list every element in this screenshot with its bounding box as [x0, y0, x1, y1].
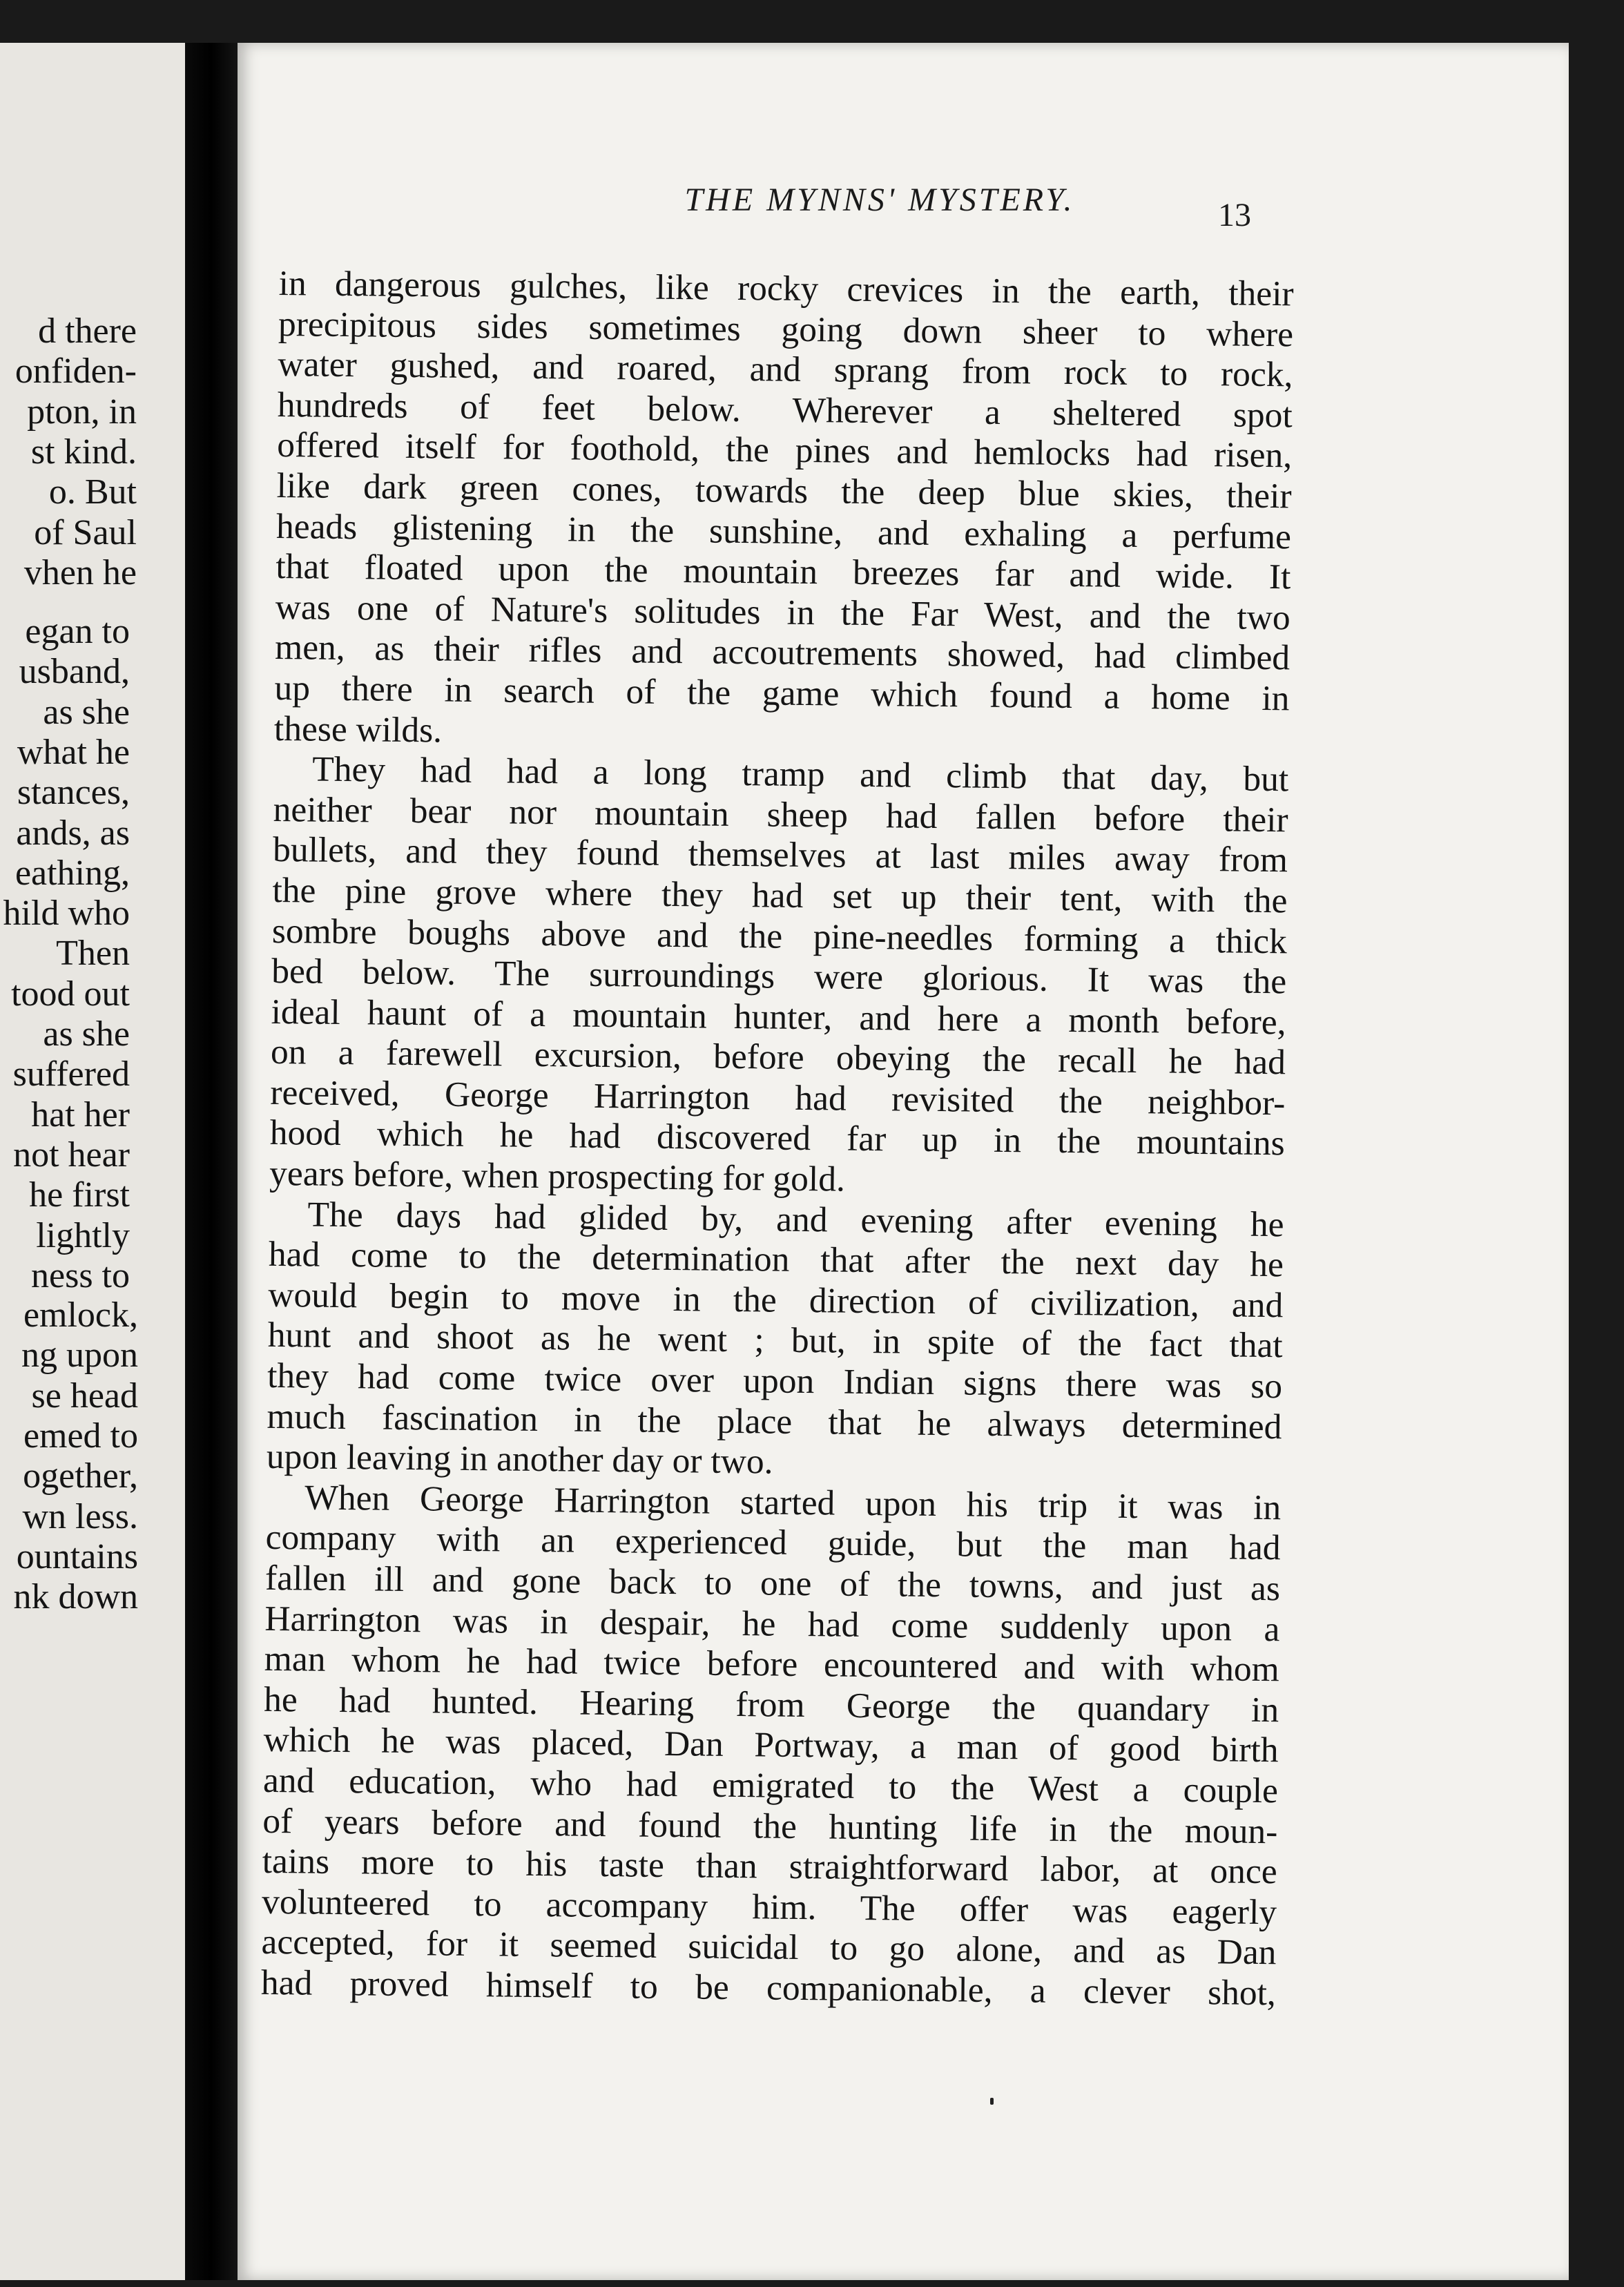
- text-line: much fascination in the place that he always determined: [267, 1396, 1282, 1447]
- text-line: they had come twice over upon Indian signs there was so: [267, 1355, 1283, 1407]
- left-page-line-fragment: tood out: [11, 974, 130, 1014]
- text-line: neither bear nor mountain sheep had fallen before their: [273, 789, 1288, 840]
- text-line: tains more to his taste than straightforward labor, at once: [262, 1842, 1277, 1892]
- text-line: that floated upon the mountain breezes far and wide. It: [276, 547, 1291, 597]
- text-line: offered itself for foothold, the pines and hemlocks had risen,: [276, 425, 1293, 476]
- text-line: hundreds of feet below. Wherever a sheltered spot: [277, 385, 1293, 436]
- left-page-line-fragment: st kind.: [30, 432, 137, 472]
- left-page-line-fragment: eathing,: [14, 853, 130, 893]
- text-line: received, George Harrington had revisited the neighbor-: [270, 1072, 1286, 1123]
- left-page-line-fragment: of Saul: [34, 512, 137, 552]
- left-page-line-fragment: ountains: [16, 1536, 138, 1576]
- left-page-line-fragment: emlock,: [23, 1295, 138, 1335]
- text-line: and education, who had emigrated to the West a couple: [262, 1760, 1279, 1811]
- left-page-line-fragment: as she: [43, 692, 130, 732]
- text-line: ideal haunt of a mountain hunter, and here a month before,: [271, 992, 1286, 1043]
- text-line: had come to the determination that after the next day he: [268, 1235, 1284, 1285]
- text-line: upon leaving in another day or two.: [266, 1437, 773, 1482]
- text-line: these wilds.: [273, 708, 443, 751]
- left-page-line-fragment: ands, as: [16, 813, 130, 853]
- left-page-line-fragment: se head: [31, 1376, 138, 1416]
- book-gutter: [185, 43, 238, 2280]
- running-head: THE MYNNS' MYSTERY.: [684, 182, 1075, 218]
- left-page-line-fragment: o. But: [48, 472, 137, 512]
- text-line: accepted, for it seemed suicidal to go alone, and as Dan: [261, 1922, 1277, 1973]
- left-page-line-fragment: what he: [17, 732, 130, 772]
- left-page-edge: [0, 43, 185, 2280]
- left-page-line-fragment: hild who: [3, 894, 130, 934]
- left-page-line-fragment: as she: [43, 1014, 130, 1054]
- text-line: bed below. The surroundings were glorious. It was the: [271, 952, 1287, 1002]
- left-page-line-fragment: emed to: [23, 1416, 138, 1456]
- text-line: men, as their rifles and accoutrements showed, had climbed: [274, 628, 1290, 678]
- text-line: would begin to move in the direction of civilization, and: [268, 1275, 1284, 1326]
- left-page-line-fragment: usband,: [19, 652, 130, 692]
- text-line: Harrington was in despair, he had come suddenly upon a: [264, 1599, 1280, 1649]
- left-page-line-fragment: not hear: [13, 1135, 130, 1175]
- text-line: water gushed, and roared, and sprang from rock to rock,: [278, 345, 1293, 395]
- left-page-line-fragment: ogether,: [23, 1456, 138, 1496]
- text-line: The days had glided by, and evening after evening he: [307, 1195, 1284, 1244]
- text-line: company with an experienced guide, but the man had: [265, 1518, 1281, 1568]
- left-page-line-fragment: wn less.: [22, 1496, 138, 1536]
- text-line: on a farewell excursion, before obeying the recall he had: [270, 1032, 1286, 1083]
- text-line: he had hunted. Hearing from George the quandary in: [263, 1679, 1279, 1730]
- page-number: 13: [1218, 197, 1251, 233]
- text-line: hunt and shoot as he went ; but, in spite of the fact that: [267, 1315, 1283, 1366]
- text-line: like dark green cones, towards the deep blue skies, their: [276, 465, 1292, 517]
- text-line: man whom he had twice before encountered and with whom: [264, 1639, 1280, 1690]
- left-page-line-fragment: pton, in: [27, 392, 137, 432]
- text-line: hood which he had discovered far up in the mountains: [269, 1113, 1286, 1164]
- text-line: precipitous sides sometimes going down sheer to where: [278, 304, 1294, 354]
- text-line: volunteered to accompany him. The offer was eagerly: [261, 1882, 1277, 1933]
- page-body-text: [261, 264, 1294, 2014]
- left-page-line-fragment: ng upon: [21, 1335, 138, 1376]
- ink-speck: [990, 2098, 994, 2105]
- left-page-line-fragment: nk down: [13, 1577, 138, 1617]
- text-line: They had had a long tramp and climb that day, but: [312, 749, 1289, 800]
- text-line: sombre boughs above and the pine-needles forming a thick: [271, 911, 1288, 961]
- text-line: heads glistening in the sunshine, and exhaling a perfume: [276, 506, 1292, 557]
- left-page-line-fragment: egan to: [25, 612, 130, 651]
- left-page-line-fragment: vhen he: [23, 552, 137, 592]
- left-page-line-fragment: he first: [29, 1175, 130, 1215]
- left-page-line-fragment: suffered: [12, 1054, 130, 1094]
- text-line: which he was placed, Dan Portway, a man of good birth: [263, 1720, 1279, 1770]
- left-page-line-fragment: d there: [38, 311, 137, 351]
- text-line: fallen ill and gone back to one of the towns, and just as: [264, 1558, 1281, 1609]
- text-line: the pine grove where they had set up their tent, with the: [272, 870, 1288, 921]
- text-line: bullets, and they found themselves at last miles away from: [272, 830, 1288, 880]
- left-page-line-fragment: Then: [56, 934, 130, 974]
- text-line: was one of Nature's solitudes in the Far West, and the two: [275, 587, 1291, 638]
- left-page-line-fragment: onfiden-: [14, 351, 137, 392]
- right-page: [238, 43, 1569, 2280]
- left-page-line-fragment: stances,: [17, 773, 130, 813]
- left-page-line-fragment: lightly: [36, 1215, 130, 1255]
- text-line: of years before and found the hunting life in the moun-: [262, 1801, 1278, 1851]
- left-page-line-fragment: hat her: [31, 1094, 130, 1135]
- left-page-line-fragment: ness to: [31, 1255, 130, 1295]
- text-line: had proved himself to be companionable, a clever shot,: [260, 1962, 1277, 2014]
- text-line: in dangerous gulches, like rocky crevices in the earth, their: [278, 264, 1294, 314]
- text-line: When George Harrington started upon his trip it was in: [304, 1478, 1282, 1528]
- text-line: years before, when prospecting for gold.: [269, 1153, 846, 1199]
- text-line: up there in search of the game which found a home in: [274, 668, 1290, 719]
